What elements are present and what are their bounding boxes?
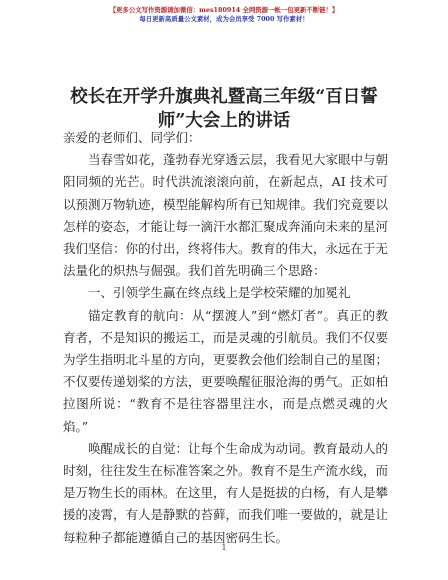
banner-promo-line: 【更多公文写作资源请加微信：mes180914 全网资源一帐一包更新不断链！】 xyxy=(109,6,339,14)
document-body xyxy=(63,127,388,549)
page-number: 1 xyxy=(221,543,227,552)
title-line-1: 校长在开学升旗典礼暨高三年级“百日誓 xyxy=(70,87,378,107)
paragraph-education-direction: 锚定教育的航向：从“摆渡人”到“燃灯者”。真正的教育者，不是知识的搬运工，而是灵魂的引航员。我们不仅要为学生指明北斗星的方向，更要教会他们绘制自己的星图；不仅要传递划桨的方法，更要唤醒征服沧海的勇气。正如柏拉图所说：“教育不是往容器里注水，而是点燃灵魂的火焰。” xyxy=(63,307,389,434)
document-title xyxy=(40,85,408,133)
title-line-2: 师”大会上的讲话 xyxy=(157,111,291,131)
section-heading-1: 一、引领学生赢在终点线上是学校荣耀的加冕礼 xyxy=(88,285,351,301)
banner-update-line: 每日更新高质量公文素材，成为会员享受 7000 写作素材！ xyxy=(139,15,309,23)
header-banner xyxy=(0,6,448,24)
greeting: 亲爱的老师们、同学们： xyxy=(63,130,201,145)
paragraph-intro: 当春雪如花，蓬勃春光穿透云层，我看见大家眼中与朝阳同频的光芒。时代洪流滚滚向前，在新起点，AI 技术可以预测万物轨迹，模型能解构所有已知规律。我们究竟要以怎样的姿态，才能让每一滴汗水都汇聚成奔涌向未来的星河我们坚信：你的付出，终将伟大。教育的伟大，永远在于无法量化的炽热与倔强。我们首先明确三个思路： xyxy=(63,152,389,279)
paragraph-growth-awareness: 唤醒成长的自觉：让每个生命成为动词。教育最动人的时刻，往往发生在标准答案之外。教育不是生产流水线，而是万物生长的雨林。在这里，有人是挺拔的白杨，有人是攀援的凌霄，有人是静默的苔藓，而我们唯一要做的，就是让每粒种子都能遵循自己的基因密码生长。 xyxy=(63,440,389,545)
